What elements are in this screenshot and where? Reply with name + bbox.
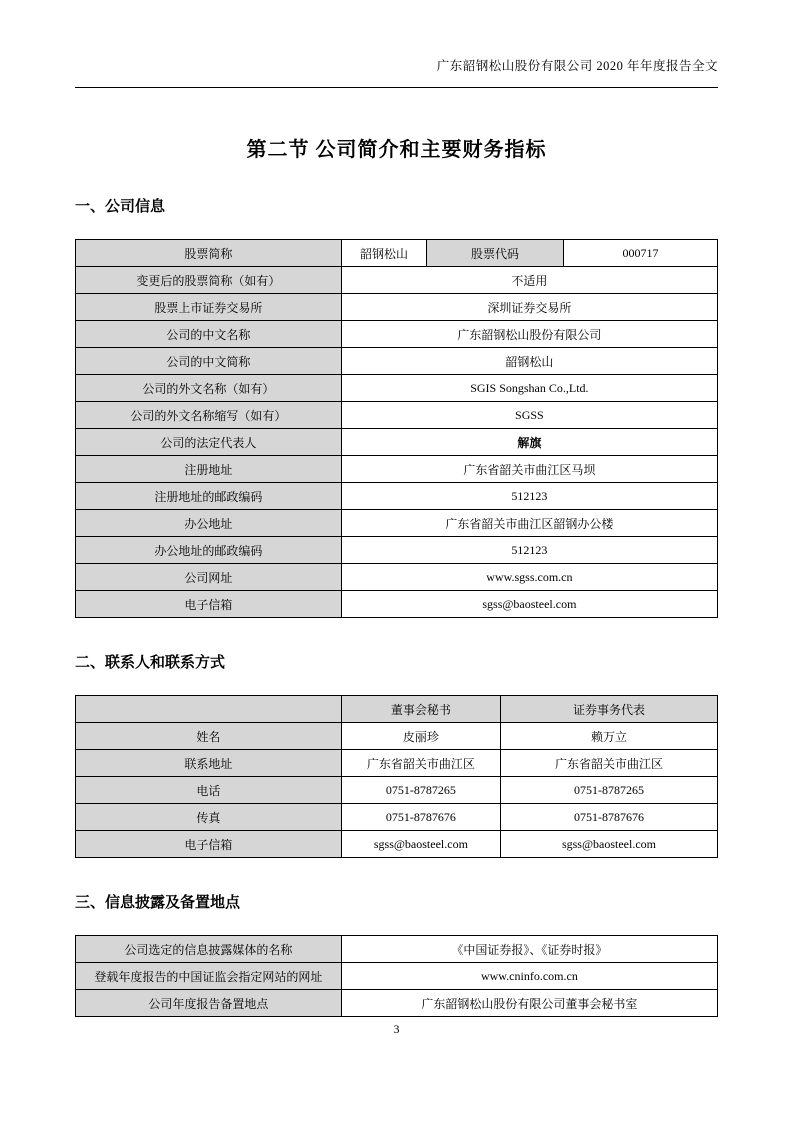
table-row	[76, 831, 718, 858]
column-header-secretary: 董事会秘书	[341, 696, 500, 723]
table-row	[76, 456, 718, 483]
page-content	[75, 0, 718, 1017]
table-row	[76, 510, 718, 537]
row-label: 电子信箱	[76, 831, 342, 858]
table-row	[76, 750, 718, 777]
secretary-value: 皮丽珍	[341, 723, 500, 750]
row-value: 广东省韶关市曲江区韶钢办公楼	[341, 510, 717, 537]
row-label: 办公地址	[76, 510, 342, 537]
company-website-value: www.sgss.com.cn	[341, 564, 717, 591]
row-value: 512123	[341, 483, 717, 510]
row-label: 传真	[76, 804, 342, 831]
row-value: 不适用	[341, 267, 717, 294]
row-value: 深圳证券交易所	[341, 294, 717, 321]
table-row	[76, 936, 718, 963]
row-value: 广东韶钢松山股份有限公司董事会秘书室	[341, 990, 717, 1017]
table-row	[76, 267, 718, 294]
representative-value: 0751-8787676	[500, 804, 717, 831]
stock-code-value: 000717	[563, 240, 717, 267]
company-info-table	[75, 239, 718, 618]
disclosure-table	[75, 935, 718, 1017]
secretary-value: 0751-8787265	[341, 777, 500, 804]
section-heading-company-info: 一、公司信息	[75, 198, 166, 215]
table-row	[76, 429, 718, 456]
representative-value: 广东省韶关市曲江区	[500, 750, 717, 777]
stock-code-label: 股票代码	[427, 240, 564, 267]
table-row	[76, 321, 718, 348]
row-value: 512123	[341, 537, 717, 564]
row-value: 韶钢松山	[341, 348, 717, 375]
row-label: 公司的法定代表人	[76, 429, 342, 456]
row-value: 广东韶钢松山股份有限公司	[341, 321, 717, 348]
page-number: 3	[393, 1022, 400, 1036]
row-label: 注册地址	[76, 456, 342, 483]
secretary-email-value: sgss@baosteel.com	[341, 831, 500, 858]
row-value: 《中国证券报》、《证券时报》	[341, 936, 717, 963]
disclosure-website-value: www.cninfo.com.cn	[341, 963, 717, 990]
row-label: 电子信箱	[76, 591, 342, 618]
row-label: 登载年度报告的中国证监会指定网站的网址	[76, 963, 342, 990]
row-label: 姓名	[76, 723, 342, 750]
table-row	[76, 402, 718, 429]
row-value: SGSS	[341, 402, 717, 429]
row-label: 公司选定的信息披露媒体的名称	[76, 936, 342, 963]
representative-email-value: sgss@baosteel.com	[500, 831, 717, 858]
secretary-value: 广东省韶关市曲江区	[341, 750, 500, 777]
table-row	[76, 537, 718, 564]
table-row	[76, 723, 718, 750]
table-row	[76, 591, 718, 618]
row-label: 联系地址	[76, 750, 342, 777]
row-label: 办公地址的邮政编码	[76, 537, 342, 564]
row-label: 电话	[76, 777, 342, 804]
table-row	[76, 963, 718, 990]
row-label: 股票上市证券交易所	[76, 294, 342, 321]
column-header-representative: 证券事务代表	[500, 696, 717, 723]
row-label: 公司的中文简称	[76, 348, 342, 375]
table-row	[76, 804, 718, 831]
row-value: 广东省韶关市曲江区马坝	[341, 456, 717, 483]
section-heading-contacts: 二、联系人和联系方式	[75, 654, 226, 671]
row-label: 公司网址	[76, 564, 342, 591]
empty-header-cell	[76, 696, 342, 723]
section-heading-disclosure: 三、信息披露及备置地点	[75, 894, 241, 911]
table-row	[76, 294, 718, 321]
contacts-table	[75, 695, 718, 858]
secretary-value: 0751-8787676	[341, 804, 500, 831]
table-row	[76, 483, 718, 510]
row-value: SGIS Songshan Co.,Ltd.	[341, 375, 717, 402]
table-row	[76, 375, 718, 402]
table-row	[76, 777, 718, 804]
table-row	[76, 348, 718, 375]
legal-representative-value: 解旗	[341, 429, 717, 456]
table-row	[76, 240, 718, 267]
company-email-value: sgss@baosteel.com	[341, 591, 717, 618]
representative-value: 赖万立	[500, 723, 717, 750]
page-title: 第二节 公司简介和主要财务指标	[246, 139, 547, 161]
representative-value: 0751-8787265	[500, 777, 717, 804]
row-label: 公司的外文名称（如有）	[76, 375, 342, 402]
row-label: 变更后的股票简称（如有）	[76, 267, 342, 294]
table-row	[76, 564, 718, 591]
table-header-row	[76, 696, 718, 723]
row-label: 公司年度报告备置地点	[76, 990, 342, 1017]
row-label: 公司的外文名称缩写（如有）	[76, 402, 342, 429]
stock-short-name-label: 股票简称	[76, 240, 342, 267]
stock-short-name-value: 韶钢松山	[341, 240, 426, 267]
row-label: 注册地址的邮政编码	[76, 483, 342, 510]
table-row	[76, 990, 718, 1017]
row-label: 公司的中文名称	[76, 321, 342, 348]
running-header: 广东韶钢松山股份有限公司 2020 年年度报告全文	[75, 0, 718, 88]
